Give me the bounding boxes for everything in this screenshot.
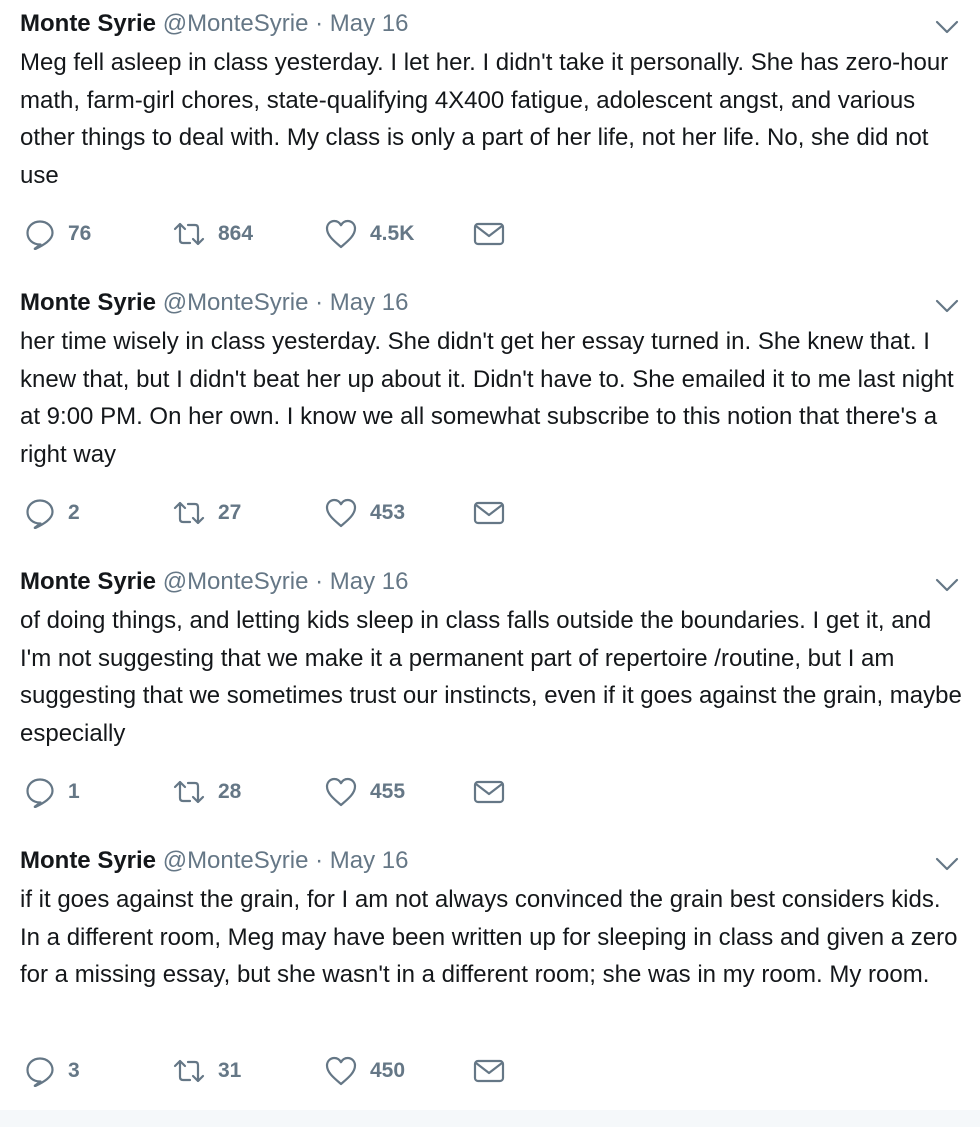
reply-button[interactable] [24, 495, 80, 531]
like-count: 453 [370, 501, 406, 524]
tweet-header [20, 845, 409, 877]
reply-count: 76 [68, 222, 92, 245]
tweet-text: of doing things, and letting kids sleep in class falls outside the boundaries. I get it, and I'm not suggesting that we make it a permanent part of repertoire /routine, but I am suggesting that we sometimes trust our instincts, even if it goes against the grain, maybe especially [20, 607, 962, 747]
direct-message-button[interactable] [472, 216, 506, 252]
heart-icon [324, 776, 358, 808]
tweet[interactable] [0, 558, 980, 837]
reply-count: 2 [68, 501, 80, 524]
tweet-actions [24, 774, 624, 810]
tweet-text: her time wisely in class yesterday. She didn't get her essay turned in. She knew that. I knew that, but I didn't beat her up about it. Didn't have to. She emailed it to me last night at 9:00 PM. On her own. I know we all somewhat subscribe to this notion that there's a right way [20, 328, 954, 468]
author-name[interactable]: Monte Syrie [20, 10, 157, 37]
tweet[interactable] [0, 837, 980, 1116]
like-button[interactable] [324, 1053, 405, 1089]
tweet-actions [24, 216, 624, 252]
heart-icon [324, 1055, 358, 1087]
author-handle[interactable]: @MonteSyrie [162, 847, 309, 874]
tweet-actions [24, 495, 624, 531]
author-handle[interactable]: @MonteSyrie [162, 10, 309, 37]
author-handle[interactable]: @MonteSyrie [162, 289, 309, 316]
footer-divider [0, 1110, 980, 1127]
reply-icon [24, 776, 56, 808]
chevron-down-icon[interactable] [934, 293, 960, 319]
separator-dot: · [315, 568, 324, 595]
retweet-icon [172, 1055, 206, 1087]
tweet-date[interactable]: May 16 [329, 289, 409, 316]
author-handle[interactable]: @MonteSyrie [162, 568, 309, 595]
retweet-icon [172, 218, 206, 250]
retweet-button[interactable] [172, 216, 253, 252]
tweet-date[interactable]: May 16 [329, 10, 409, 37]
retweet-count: 28 [218, 780, 242, 803]
author-name[interactable]: Monte Syrie [20, 847, 157, 874]
envelope-icon [472, 497, 506, 529]
retweet-icon [172, 497, 206, 529]
retweet-button[interactable] [172, 1053, 241, 1089]
tweet-actions [24, 1053, 624, 1089]
retweet-icon [172, 776, 206, 808]
heart-icon [324, 218, 358, 250]
retweet-button[interactable] [172, 495, 241, 531]
reply-count: 3 [68, 1059, 80, 1082]
separator-dot: · [315, 10, 324, 37]
like-count: 455 [370, 780, 406, 803]
reply-count: 1 [68, 780, 80, 803]
like-button[interactable] [324, 216, 414, 252]
reply-icon [24, 218, 56, 250]
envelope-icon [472, 1055, 506, 1087]
reply-button[interactable] [24, 1053, 80, 1089]
retweet-count: 27 [218, 501, 242, 524]
tweet-text: if it goes against the grain, for I am not always convinced the grain best considers kids. In a different room, Meg may have been written up for sleeping in class and given a zero for a missing essay, but she wasn't in a different room; she was in my room. My room. [20, 886, 958, 988]
reply-icon [24, 497, 56, 529]
envelope-icon [472, 218, 506, 250]
tweet-header [20, 8, 409, 40]
tweet-header [20, 566, 409, 598]
reply-button[interactable] [24, 216, 91, 252]
separator-dot: · [315, 847, 324, 874]
envelope-icon [472, 776, 506, 808]
chevron-down-icon[interactable] [934, 851, 960, 877]
author-name[interactable]: Monte Syrie [20, 289, 157, 316]
heart-icon [324, 497, 358, 529]
retweet-button[interactable] [172, 774, 241, 810]
retweet-count: 31 [218, 1059, 242, 1082]
separator-dot: · [315, 289, 324, 316]
direct-message-button[interactable] [472, 495, 506, 531]
chevron-down-icon[interactable] [934, 572, 960, 598]
reply-button[interactable] [24, 774, 80, 810]
tweet-date[interactable]: May 16 [329, 568, 409, 595]
tweet-header [20, 287, 409, 319]
tweet[interactable] [0, 0, 980, 279]
like-count: 450 [370, 1059, 406, 1082]
tweet[interactable] [0, 279, 980, 558]
tweet-date[interactable]: May 16 [329, 847, 409, 874]
direct-message-button[interactable] [472, 1053, 506, 1089]
retweet-count: 864 [218, 222, 254, 245]
tweet-text: Meg fell asleep in class yesterday. I let her. I didn't take it personally. She has zero-hour math, farm-girl chores, state-qualifying 4X400 fatigue, adolescent angst, and various other things to deal with. My class is only a part of her life, not her life. No, she did not use [20, 49, 949, 189]
direct-message-button[interactable] [472, 774, 506, 810]
like-count: 4.5K [370, 222, 415, 245]
like-button[interactable] [324, 774, 405, 810]
chevron-down-icon[interactable] [934, 14, 960, 40]
author-name[interactable]: Monte Syrie [20, 568, 157, 595]
reply-icon [24, 1055, 56, 1087]
like-button[interactable] [324, 495, 405, 531]
